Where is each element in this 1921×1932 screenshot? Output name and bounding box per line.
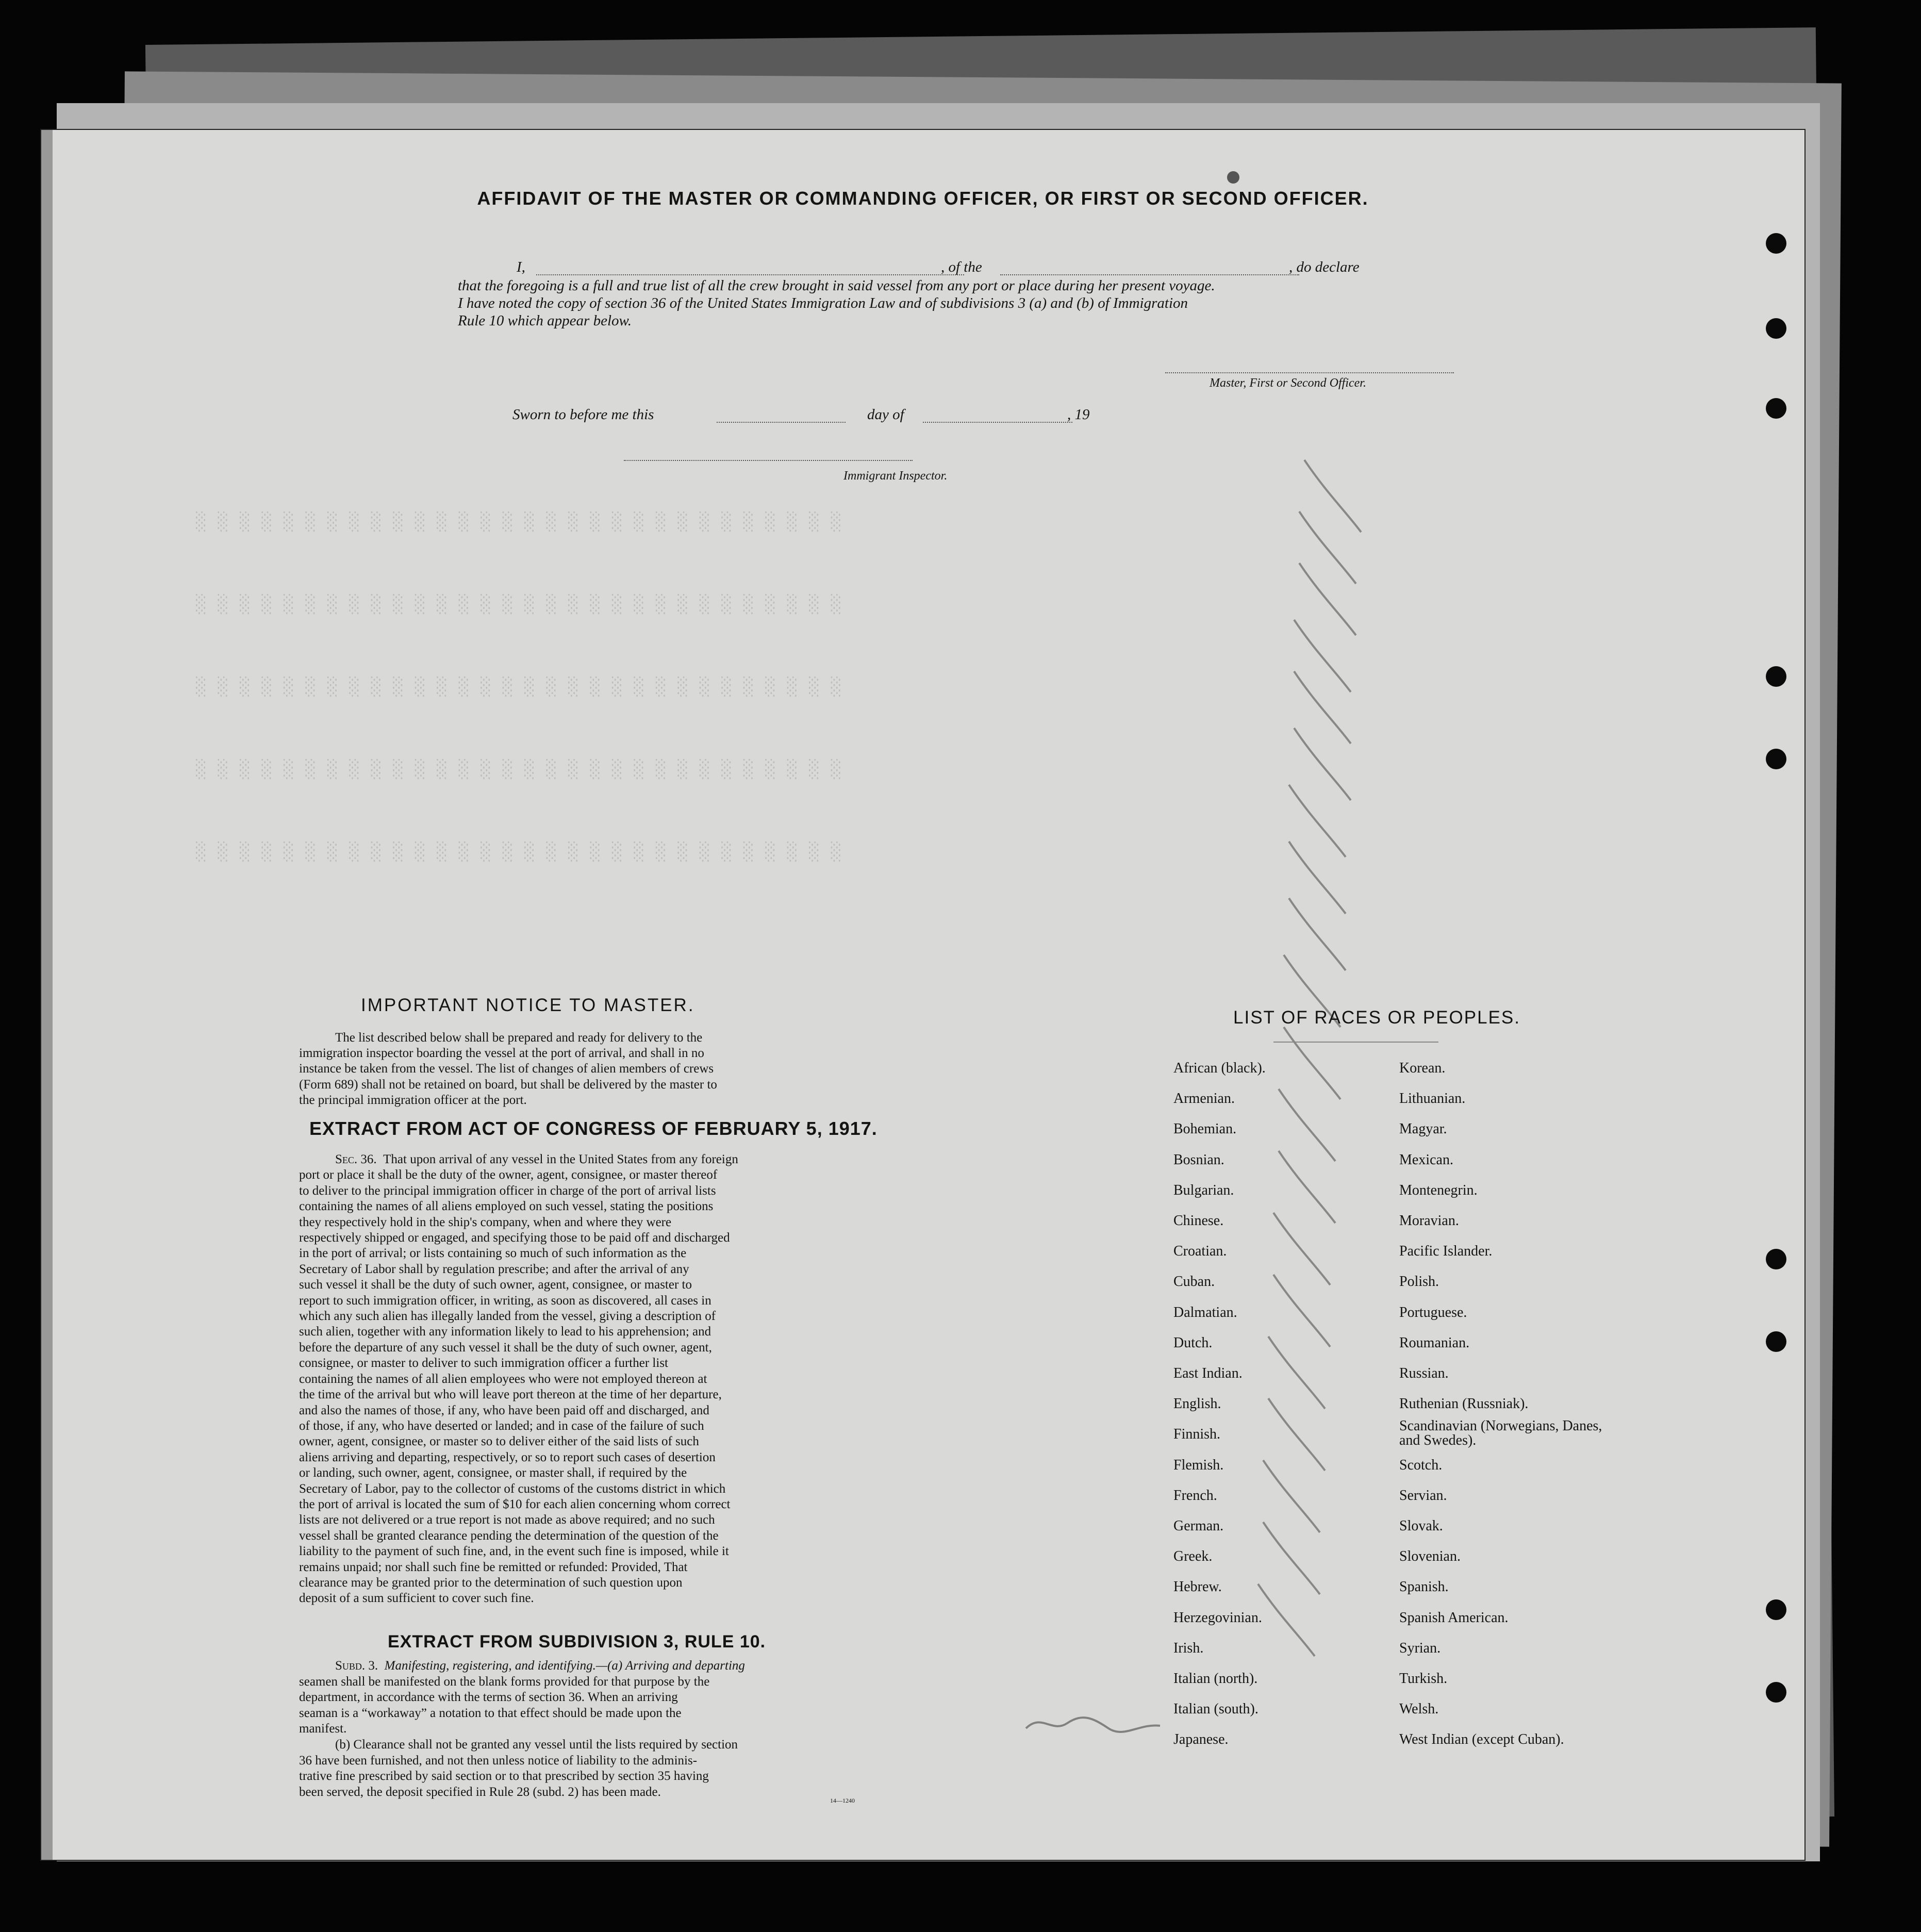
act-line: owner, agent, consignee, or master so to deliver either of the said lists of such — [299, 1434, 699, 1449]
race-left-item: Finnish. — [1173, 1426, 1221, 1442]
act-line: in the port of arrival; or lists containing so much of such information as the — [299, 1246, 687, 1261]
race-left-item: English. — [1173, 1396, 1221, 1412]
race-right-item: Scandinavian (Norwegians, Danes, and Swedes). — [1399, 1418, 1602, 1448]
race-left-item: Herzegovinian. — [1173, 1610, 1262, 1626]
race-right-item: Portuguese. — [1399, 1304, 1467, 1320]
race-left-item: Armenian. — [1173, 1091, 1235, 1107]
notice-body — [299, 1030, 938, 1108]
race-left-item: Bulgarian. — [1173, 1182, 1234, 1198]
race-right-item: Roumanian. — [1399, 1335, 1470, 1351]
act-line: That upon arrival of any vessel in the United States from any foreign — [383, 1152, 738, 1166]
race-left-item: Bohemian. — [1173, 1121, 1237, 1137]
act-line: remains unpaid; nor shall such fine be remitted or refunded: Provided, That — [299, 1560, 688, 1574]
act-line: containing the names of all alien employees who were not employed thereon at — [299, 1372, 707, 1386]
punch-hole — [1766, 1249, 1786, 1269]
sworn-year-prefix: , 19 — [1067, 406, 1090, 423]
manifest-page — [40, 129, 1806, 1861]
punch-hole — [1766, 666, 1786, 687]
punch-hole — [1766, 398, 1786, 419]
race-left-item: French. — [1173, 1488, 1217, 1504]
punch-hole — [1766, 1331, 1786, 1352]
rule-first-line — [299, 1658, 938, 1674]
act-line: and also the names of those, if any, who have been paid off and discharged, and — [299, 1403, 709, 1417]
punch-hole — [1766, 1599, 1786, 1620]
act-line: the port of arrival is located the sum of $10 for each alien concerning whom correct — [299, 1497, 731, 1511]
act-line: deposit of a sum sufficient to cover such fine. — [299, 1591, 534, 1606]
affidavit-pronoun: I, — [517, 259, 525, 275]
sworn-prefix: Sworn to before me this — [512, 406, 654, 423]
race-left-item: Dutch. — [1173, 1335, 1213, 1351]
race-left-item: Italian (south). — [1173, 1701, 1258, 1717]
act-line: of those, if any, who have deserted or landed; and in case of the failure of such — [299, 1418, 704, 1433]
race-right-item: Magyar. — [1399, 1121, 1447, 1137]
bleed-through-texture: ░░░░░░░░░░░░░░░░░░░░░░░░░░░░░░ — [196, 759, 853, 780]
race-left-item: Italian (north). — [1173, 1671, 1258, 1687]
race-left-item: Greek. — [1173, 1548, 1213, 1564]
affidavit-line: that the foregoing is a full and true list of all the crew brought in said vessel from any port or place during her present voyage. — [458, 277, 1215, 294]
act-line: such vessel it shall be the duty of such owner, agent, consignee, or master to — [299, 1278, 692, 1292]
race-right-item: Spanish. — [1399, 1579, 1449, 1595]
inspector-signature-field[interactable] — [624, 460, 913, 461]
act-line: liability to the payment of such fine, and, in the event such fine is imposed, while it — [299, 1544, 729, 1559]
rule-line: been served, the deposit specified in Rule 28 (subd. 2) has been made. — [299, 1785, 661, 1799]
bleed-through-texture: ░░░░░░░░░░░░░░░░░░░░░░░░░░░░░░ — [196, 841, 853, 862]
act-line: lists are not delivered or a true report is not made as above required; and no such — [299, 1513, 715, 1527]
rule-body — [299, 1658, 938, 1800]
act-line: Secretary of Labor, pay to the collector of customs of the customs district in which — [299, 1481, 726, 1496]
rule-line: (b) Clearance shall not be granted any vessel until the lists required by section — [335, 1737, 738, 1752]
rule-line: trative fine prescribed by said section or to that prescribed by section 35 having — [299, 1769, 709, 1784]
rule-title: EXTRACT FROM SUBDIVISION 3, RULE 10. — [388, 1632, 766, 1652]
race-right-item: Korean. — [1399, 1060, 1446, 1076]
race-left-item: Hebrew. — [1173, 1579, 1222, 1595]
act-line: clearance may be granted prior to the determination of such question upon — [299, 1575, 683, 1590]
act-line: report to such immigration officer, in writing, as soon as discovered, all cases in — [299, 1293, 711, 1308]
act-line: which any such alien has illegally landed from the vessel, giving a description of — [299, 1309, 716, 1324]
punch-hole — [1766, 1682, 1786, 1703]
race-right-item: Slovak. — [1399, 1518, 1443, 1534]
affidavit-of-the: , of the — [941, 259, 982, 275]
punch-hole — [1227, 171, 1239, 184]
bleed-through-texture: ░░░░░░░░░░░░░░░░░░░░░░░░░░░░░░ — [196, 676, 853, 697]
sworn-day-field[interactable] — [717, 422, 846, 423]
act-line: Secretary of Labor shall by regulation prescribe; and after the arrival of any — [299, 1262, 689, 1276]
notice-line: the principal immigration officer at the port. — [299, 1093, 527, 1107]
vessel-name-field[interactable] — [1000, 274, 1299, 275]
bleed-through-texture: ░░░░░░░░░░░░░░░░░░░░░░░░░░░░░░ — [196, 594, 853, 615]
race-right-item: Moravian. — [1399, 1213, 1459, 1229]
act-line: they respectively hold in the ship's company, when and where they were — [299, 1215, 672, 1229]
form-number: 14—1240 — [830, 1797, 855, 1804]
races-title: LIST OF RACES OR PEOPLES. — [1233, 1008, 1521, 1028]
race-right-item: Ruthenian (Russniak). — [1399, 1396, 1529, 1412]
affidavit-heading: AFFIDAVIT OF THE MASTER OR COMMANDING OFFICER, OR FIRST OR SECOND OFFICER. — [477, 188, 1369, 209]
rule-line: manifest. — [299, 1722, 347, 1736]
sworn-day-of: day of — [867, 406, 904, 423]
race-right-item: Scotch. — [1399, 1457, 1443, 1473]
sworn-month-field[interactable] — [923, 422, 1072, 423]
race-left-item: Cuban. — [1173, 1274, 1215, 1290]
race-left-item: Japanese. — [1173, 1731, 1229, 1747]
race-left-item: African (black). — [1173, 1060, 1266, 1076]
notice-line: immigration inspector boarding the vessel at the port of arrival, and shall in no — [299, 1046, 704, 1061]
act-line: port or place it shall be the duty of the owner, agent, consignee, or master thereof — [299, 1168, 718, 1182]
act-line: before the departure of any such vessel it shall be the duty of such owner, agent, — [299, 1340, 712, 1355]
punch-hole — [1766, 233, 1786, 254]
notice-line: (Form 689) shall not be retained on board, but shall be delivered by the master to — [299, 1077, 717, 1092]
race-right-item: Spanish American. — [1399, 1610, 1509, 1626]
notice-title: IMPORTANT NOTICE TO MASTER. — [361, 995, 695, 1015]
race-right-item: Montenegrin. — [1399, 1182, 1478, 1198]
rule-line: department, in accordance with the terms of section 36. When an arriving — [299, 1690, 678, 1705]
title-rule — [1273, 1042, 1438, 1043]
race-right-item: Pacific Islander. — [1399, 1243, 1493, 1259]
act-line: or landing, such owner, agent, consignee, or master shall, if required by the — [299, 1466, 687, 1480]
act-line: to deliver to the principal immigration officer in charge of the port of arrival lists — [299, 1183, 716, 1198]
act-line: consignee, or master to deliver to such immigration officer a further list — [299, 1356, 668, 1370]
pencil-scribble — [1021, 1703, 1175, 1744]
race-left-item: Chinese. — [1173, 1213, 1224, 1229]
act-line: the time of the arrival but who will leave port thereon at the time of her departure, — [299, 1388, 722, 1402]
signature-label: Master, First or Second Officer. — [1210, 376, 1366, 390]
race-left-item: German. — [1173, 1518, 1224, 1534]
master-name-field[interactable] — [536, 274, 964, 275]
race-right-item: Syrian. — [1399, 1640, 1441, 1656]
affidavit-line: I have noted the copy of section 36 of the United States Immigration Law and of subdivisions 3 (a) and (b) of Immigration — [458, 295, 1188, 311]
notice-line: The list described below shall be prepared and ready for delivery to the — [335, 1031, 703, 1045]
race-left-item: Dalmatian. — [1173, 1304, 1237, 1320]
bleed-through-texture: ░░░░░░░░░░░░░░░░░░░░░░░░░░░░░░ — [196, 511, 853, 532]
act-line: such alien, together with any information likely to lead to his apprehension; and — [299, 1325, 711, 1339]
section-label: Sec. 36. — [335, 1152, 377, 1166]
punch-hole — [1766, 318, 1786, 339]
race-left-item: East Indian. — [1173, 1365, 1243, 1381]
race-right-item: Servian. — [1399, 1488, 1447, 1504]
act-first-line — [299, 1152, 938, 1167]
act-title: EXTRACT FROM ACT OF CONGRESS OF FEBRUARY 5, 1917. — [309, 1118, 877, 1139]
rule-line: 36 have been furnished, and not then unless notice of liability to the adminis- — [299, 1753, 698, 1768]
punch-hole — [1766, 749, 1786, 769]
page-edge — [41, 130, 53, 1860]
race-left-item: Irish. — [1173, 1640, 1204, 1656]
race-left-item: Flemish. — [1173, 1457, 1224, 1473]
act-line: vessel shall be granted clearance pending the determination of the question of the — [299, 1528, 719, 1543]
affidavit-do-declare: , do declare — [1289, 259, 1360, 275]
race-left-item: Bosnian. — [1173, 1152, 1224, 1168]
notice-line: instance be taken from the vessel. The list of changes of alien members of crews — [299, 1062, 714, 1076]
race-right-item: Russian. — [1399, 1365, 1449, 1381]
inspector-label: Immigrant Inspector. — [843, 469, 948, 483]
act-line: containing the names of all aliens employed on such vessel, stating the positions — [299, 1199, 714, 1214]
affidavit-line: Rule 10 which appear below. — [458, 312, 632, 329]
race-right-item: Mexican. — [1399, 1152, 1453, 1168]
race-right-item: West Indian (except Cuban). — [1399, 1731, 1564, 1747]
race-right-item: Turkish. — [1399, 1671, 1448, 1687]
race-right-item: Welsh. — [1399, 1701, 1439, 1717]
subd-label: Subd. 3. — [335, 1659, 378, 1673]
act-body — [299, 1152, 938, 1607]
rule-line: seamen shall be manifested on the blank forms provided for that purpose by the — [299, 1674, 710, 1689]
act-line: respectively shipped or engaged, and specifying those to be paid off and discharged — [299, 1231, 730, 1245]
race-right-item: Polish. — [1399, 1274, 1439, 1290]
race-right-item: Slovenian. — [1399, 1548, 1461, 1564]
rule-line: seaman is a “workaway” a notation to that effect should be made upon the — [299, 1706, 682, 1720]
act-line: aliens arriving and departing, respectively, or so to report such cases of desertion — [299, 1450, 716, 1464]
officer-signature-field[interactable] — [1165, 372, 1454, 373]
race-right-item: Lithuanian. — [1399, 1091, 1466, 1107]
race-left-item: Croatian. — [1173, 1243, 1227, 1259]
rule-line: Manifesting, registering, and identifying.—(a) Arriving and departing — [384, 1659, 745, 1673]
